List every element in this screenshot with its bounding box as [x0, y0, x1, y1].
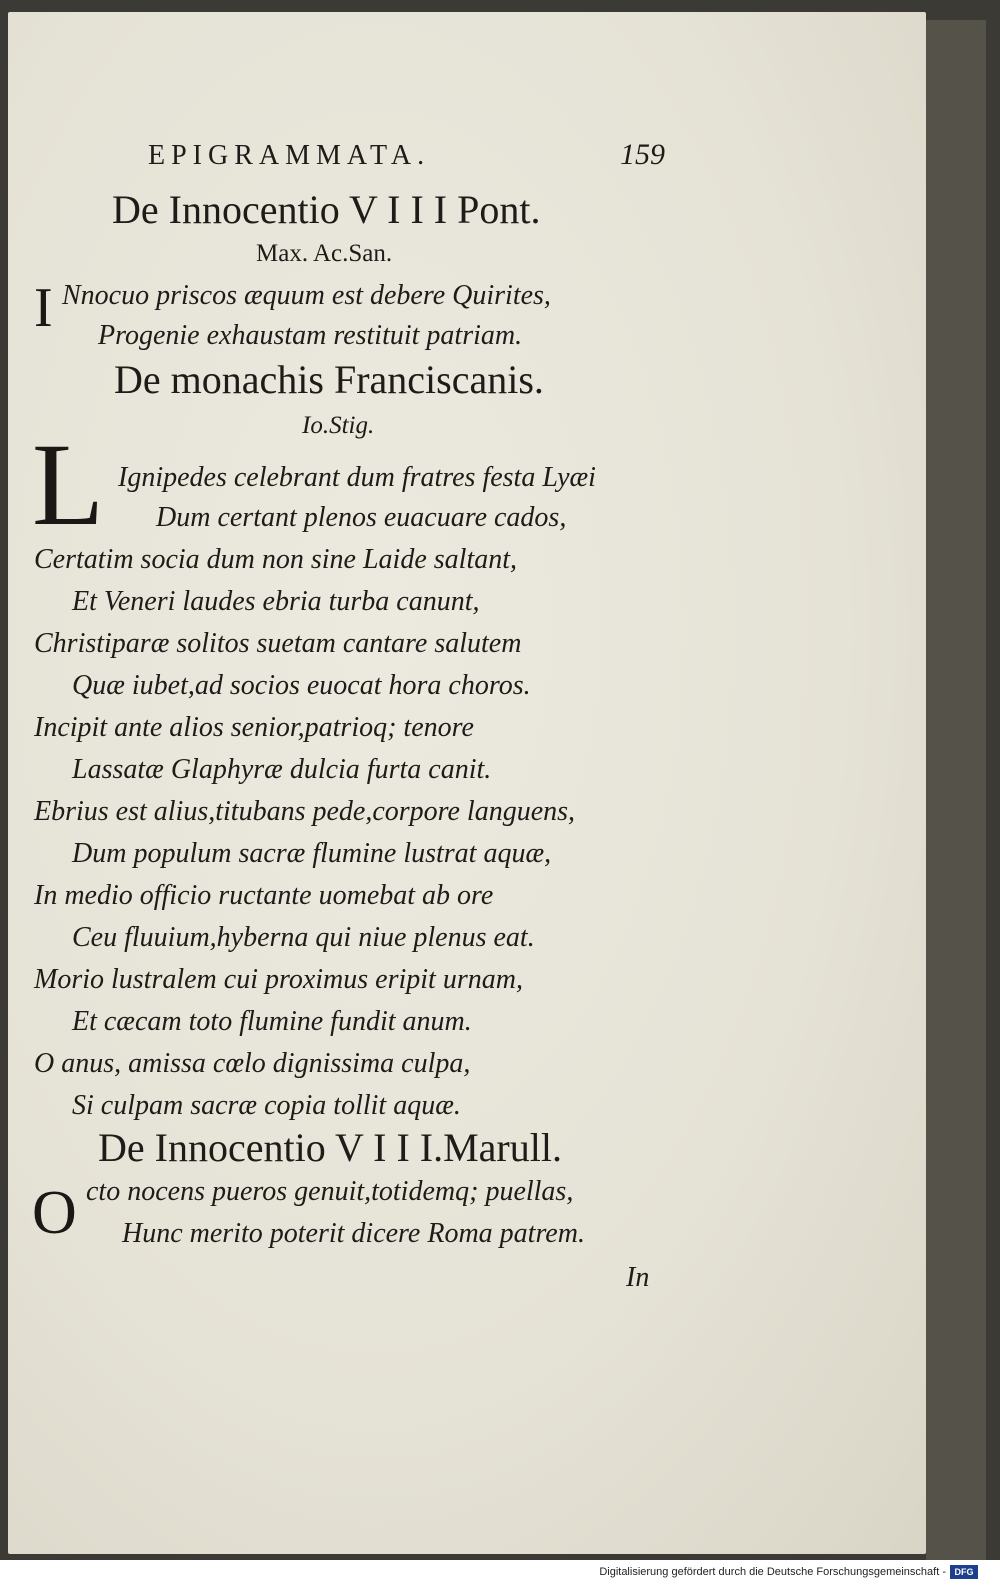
catchword: In	[626, 1262, 650, 1293]
verse-line: Quæ iubet,ad socios euocat hora choros.	[72, 670, 531, 701]
verse-line: Incipit ante alios senior,patrioq; tenore	[34, 712, 474, 743]
verse-line: Hunc merito poterit dicere Roma patrem.	[122, 1218, 585, 1249]
verse-line: Et cæcam toto flumine fundit anum.	[72, 1006, 472, 1037]
verse-line: Dum populum sacræ flumine lustrat aquæ,	[72, 838, 552, 869]
running-title: EPIGRAMMATA.	[148, 140, 431, 171]
poem-title: De monachis Franciscanis.	[114, 357, 544, 402]
footer-credit: Digitalisierung gefördert durch die Deutsche Forschungsgemeinschaft -	[599, 1566, 946, 1578]
verse-line: Nnocuo priscos æquum est debere Quirites,	[62, 280, 551, 311]
poem-author: Io.Stig.	[302, 412, 375, 439]
poem-title: De Innocentio V I I I.Marull.	[98, 1125, 562, 1170]
poem-author: Max. Ac.San.	[256, 240, 393, 267]
page-number: 159	[620, 138, 665, 171]
verse-line: Lassatæ Glaphyræ dulcia furta canit.	[72, 754, 492, 785]
digitization-footer	[0, 1560, 1000, 1586]
book-edge-shadow	[926, 20, 986, 1560]
verse-line: Christiparæ solitos suetam cantare salutem	[34, 628, 522, 659]
verse-line: Si culpam sacræ copia tollit aquæ.	[72, 1090, 461, 1121]
drop-initial: L	[32, 419, 105, 550]
verse-line: Dum certant plenos euacuare cados,	[156, 502, 567, 533]
verse-line: Ceu fluuium,hyberna qui niue plenus eat.	[72, 922, 535, 953]
verse-line: Et Veneri laudes ebria turba canunt,	[72, 586, 480, 617]
verse-line: Certatim socia dum non sine Laide saltant,	[34, 544, 517, 575]
verse-line: Morio lustralem cui proximus eripit urnam,	[34, 964, 523, 995]
verse-line: O anus, amissa cœlo dignissima culpa,	[34, 1048, 471, 1079]
verse-line: Ignipedes celebrant dum fratres festa Lyæi	[118, 462, 596, 493]
verse-line: In medio officio ructante uomebat ab ore	[34, 880, 494, 911]
verse-line: Ebrius est alius,titubans pede,corpore languens,	[34, 796, 576, 827]
drop-initial: O	[32, 1179, 77, 1247]
drop-initial: I	[34, 277, 53, 339]
poem-title: De Innocentio V I I I Pont.	[112, 187, 541, 232]
verse-line: cto nocens pueros genuit,totidemq; puellas,	[86, 1176, 574, 1207]
dfg-logo-icon: DFG	[950, 1565, 978, 1579]
verse-line: Progenie exhaustam restituit patriam.	[98, 320, 523, 351]
